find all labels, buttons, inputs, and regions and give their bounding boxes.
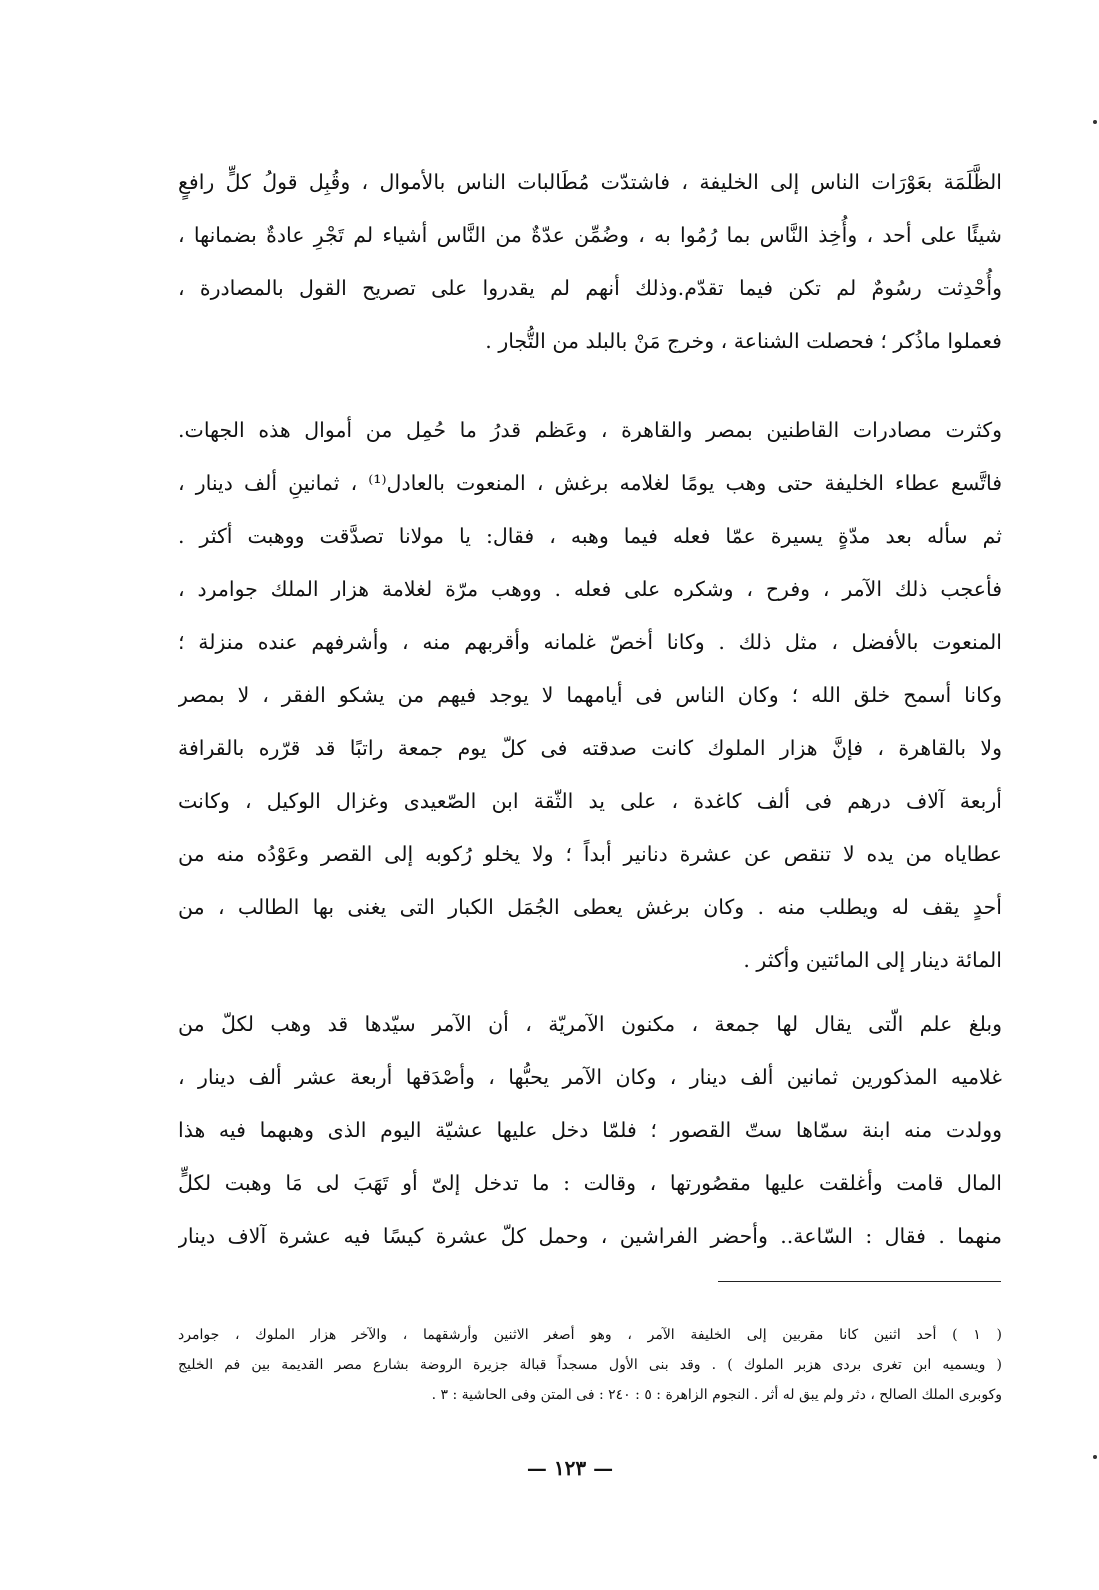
text-line: أربعة آلاف درهم فى ألف كاغدة ، على يد الثّقة ابن الصّعيدى وغزال الوكيل ، وكانت [178,789,1002,813]
text-line: وكانا أسمح خلق الله ؛ وكان الناس فى أيامهما لا يوجد فيهم من يشكو الفقر ، لا بمصر [178,683,1002,707]
text-line: المائة دينار إلى المائتين وأكثر . [743,948,1002,972]
text-line: ثم سأله بعد مدّةٍ يسيرة عمّا فعله فيما وهبه ، فقال: يا مولانا تصدَّقت ووهبت أكثر . [178,524,1002,548]
text-line: المال قامت وأغلقت عليها مقصُورتها ، وقالت : ما تدخل إلىّ أو تَهَبَ لى مَا وهبت لكلٍّ [178,1171,1002,1195]
footnotes [178,1320,1002,1410]
page-number: — ١٢٣ — [526,1456,614,1480]
footnote-line: ( ١ ) أحد اثنين كانا مقربين إلى الخليفة الآمر ، وهو أصغر الاثنين وأرشقهما ، والآخر هزار الملوك ، جوامرد [178,1327,1002,1343]
text-line: فعملوا ماذُكر ؛ فحصلت الشناعة ، وخرج مَنْ بالبلد من التُّجار . [485,329,1002,353]
footnote-divider [718,1281,1001,1282]
footnote-line: وكوبرى الملك الصالح ، دثر ولم يبق له أثر . النجوم الزاهرة : ٥ : ٢٤٠ : فى المتن وفى الحاشية : ٣ . [431,1387,1002,1403]
scan-speck [1093,120,1097,124]
text-line: وبلغ علم الّتى يقال لها جمعة ، مكنون الآمريّة ، أن الآمر سيّدها قد وهب لكلّ من [178,1012,1002,1036]
footnote-line: ( ويسميه ابن تغرى بردى هزبر الملوك ) . وقد بنى الأول مسجداً قبالة جزيرة الروضة بشارع مصر القديمة بين فم الخليج [178,1357,1002,1373]
text-line: فاتَّسع عطاء الخليفة حتى وهب يومًا لغلامه برغش ، المنعوت بالعادل⁽¹⁾ ، ثمانينِ ألف دينار ، [178,471,1002,495]
text-line: فأعجب ذلك الآمر ، وفرح ، وشكره على فعله . ووهب مرّة لغلامة هزار الملك جوامرد ، [178,577,1002,601]
text-line: عطاياه من يده لا تنقص عن عشرة دنانير أبداً ؛ ولا يخلو رُكوبه إلى القصر وعَوْدُه منه من [178,842,1002,866]
scan-speck [1093,1455,1097,1459]
paragraph-2 [178,404,1002,987]
text-line: وكثرت مصادرات القاطنين بمصر والقاهرة ، وعَظم قدرُ ما حُمِل من أموال هذه الجهات. [178,418,1002,442]
text-line: المنعوت بالأفضل ، مثل ذلك . وكانا أخصّ غلمانه وأقربهم منه ، وأشرفهم عنده منزلة ؛ [178,630,1002,654]
paragraph-3 [178,998,1002,1263]
text-line: الظَّلَمَة بعَوْرَات الناس إلى الخليفة ، فاشتدّت مُطَالبات الناس بالأموال ، وقُبِل قولُ كلٍّ رافعٍ [178,170,1002,194]
text-line: وولدت منه ابنة سمّاها ستّ القصور ؛ فلمّا دخل عليها عشيّة اليوم الذى وهبهما فيه هذا [178,1118,1002,1142]
text-line: أحدٍ يقف له ويطلب منه . وكان برغش يعطى الجُمَل الكبار التى يغنى بها الطالب ، من [178,895,1002,919]
text-line: شيئًا على أحد ، وأُخِذ النَّاس بما رُمُوا به ، وضُمِّن عدّةٌ من النَّاس أشياء لم تَجْرِ عادةٌ بضمانها ، [178,223,1002,247]
text-line: وأُحْدِثت رسُومٌ لم تكن فيما تقدّم.وذلك أنهم لم يقدروا على تصريح القول بالمصادرة ، [178,276,1002,300]
text-line: ولا بالقاهرة ، فإنَّ هزار الملوك كانت صدقته فى كلّ يوم جمعة راتبًا قد قرّره بالقرافة [178,736,1002,760]
text-line: غلاميه المذكورين ثمانين ألف دينار ، وكان الآمر يحبُّها ، وأصْدَقها أربعة عشر ألف دينار ، [178,1065,1002,1089]
text-line: منهما . فقال : السّاعة.. وأحضر الفراشين ، وحمل كلّ عشرة كيسًا فيه عشرة آلاف دينار [178,1224,1002,1248]
paragraph-1 [178,156,1002,368]
